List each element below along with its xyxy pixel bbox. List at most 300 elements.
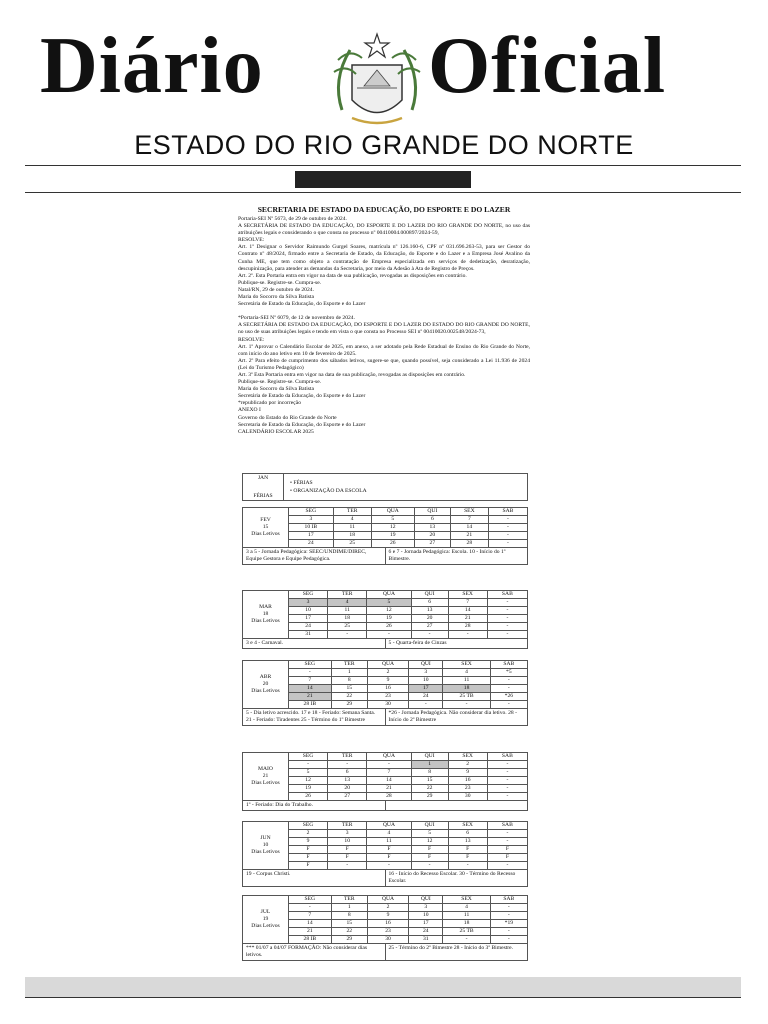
- weekday-header: SEX: [448, 591, 487, 599]
- day-cell: 4: [333, 516, 371, 524]
- paragraph: Maria do Socorro da Silva Batista: [238, 386, 314, 393]
- day-cell: 1: [331, 669, 367, 677]
- day-cell: F: [411, 854, 448, 862]
- paragraph: Publique-se. Registre-se. Cumpra-se.: [238, 279, 322, 286]
- day-cell: -: [289, 761, 328, 769]
- day-cell: -: [367, 862, 411, 870]
- month-note: 3 a 5 - Jornada Pedagógica: SEEC/UNDIME/DIREC, Equipe Gestora e Equipe Pedagógica.: [246, 549, 367, 562]
- weekday-header: SAB: [490, 661, 527, 669]
- weekday-header: TER: [328, 753, 367, 761]
- month-notes: [242, 548, 528, 565]
- day-cell: 25: [328, 623, 367, 631]
- weekday-header: TER: [331, 661, 367, 669]
- day-cell: 21: [289, 928, 332, 936]
- day-cell: 7: [450, 516, 488, 524]
- paragraph: Governo do Estado do Rio Grande do Norte: [238, 414, 337, 421]
- month-notes: [242, 801, 528, 811]
- day-cell: -: [488, 516, 527, 524]
- day-cell: 15: [331, 920, 367, 928]
- day-cell: 30: [367, 701, 408, 709]
- day-cell: 24: [409, 928, 443, 936]
- day-cell: 29: [331, 701, 367, 709]
- month-note: 1º - Feriado: Dia do Trabalho.: [246, 802, 313, 808]
- day-cell: 17: [409, 920, 443, 928]
- jan-month-label: JAN: [257, 475, 269, 481]
- masthead: [0, 0, 768, 200]
- school-days-count: 19: [262, 916, 269, 922]
- bottom-rule: [25, 997, 741, 998]
- day-cell: 15: [411, 777, 448, 785]
- day-cell: 11: [443, 677, 490, 685]
- weekday-header: QUA: [371, 508, 414, 516]
- day-cell: -: [488, 540, 527, 548]
- day-cell: 31: [409, 936, 443, 944]
- edition-info-bar: [295, 171, 471, 188]
- month-label: [243, 753, 289, 801]
- day-cell: 5: [367, 599, 411, 607]
- day-cell: 28: [450, 540, 488, 548]
- weekday-header: SAB: [488, 508, 527, 516]
- day-cell: 17: [289, 532, 334, 540]
- weekday-header: SEX: [448, 822, 487, 830]
- day-cell: 4: [443, 669, 490, 677]
- paragraph: Art. 3º Esta Portaria entra em vigor na data de sua publicação, revogadas as disposições em contrário.: [238, 371, 466, 378]
- day-cell: 19: [289, 785, 328, 793]
- day-cell: -: [490, 677, 527, 685]
- day-cell: 12: [411, 838, 448, 846]
- weekday-header: TER: [328, 591, 367, 599]
- school-days-caption: Dias Letivos: [251, 780, 280, 786]
- day-cell: 16: [367, 685, 408, 693]
- month-name: JUN: [260, 835, 271, 841]
- day-cell: 9: [289, 838, 328, 846]
- day-cell: 21: [367, 785, 411, 793]
- day-cell: 20: [414, 532, 450, 540]
- day-cell: 30: [367, 936, 408, 944]
- day-cell: F: [289, 846, 328, 854]
- day-cell: 11: [333, 524, 371, 532]
- day-cell: 29: [331, 936, 367, 944]
- month-table: [242, 752, 528, 801]
- school-days-caption: Dias Letivos: [251, 923, 280, 929]
- day-cell: 26: [289, 793, 328, 801]
- paragraph: Secretária de Estado da Educação, do Esporte e do Lazer: [238, 301, 366, 308]
- day-cell: 16: [367, 920, 408, 928]
- day-cell: 4: [328, 599, 367, 607]
- day-cell: -: [487, 631, 527, 639]
- day-cell: 2: [367, 669, 408, 677]
- paragraph: *republicado por incorreção: [238, 400, 302, 407]
- day-cell: 1: [411, 761, 448, 769]
- month-note: 5 - Dia letivo acrescido. 17 e 18 - Feriado: Semana Santa. 21 - Feriado: Tiradentes 25 - Término do 1º Bimestre: [246, 710, 376, 723]
- day-cell: 31: [289, 631, 328, 639]
- day-cell: 18: [443, 920, 490, 928]
- state-seal-icon: [322, 30, 432, 130]
- month-note: [385, 801, 528, 810]
- day-cell: 20: [328, 785, 367, 793]
- weekday-header: SAB: [487, 753, 527, 761]
- day-cell: 18: [333, 532, 371, 540]
- day-cell: -: [487, 769, 527, 777]
- day-cell: 9: [367, 677, 408, 685]
- day-cell: 4: [443, 904, 490, 912]
- day-cell: F: [328, 854, 367, 862]
- day-cell: -: [490, 904, 527, 912]
- day-cell: 11: [328, 607, 367, 615]
- day-cell: -: [487, 623, 527, 631]
- day-cell: 14: [289, 685, 332, 693]
- jan-status-label: FÉRIAS: [253, 493, 273, 499]
- day-cell: -: [490, 685, 527, 693]
- month-label: [243, 591, 289, 639]
- day-cell: 3: [289, 599, 328, 607]
- school-days-caption: Dias Letivos: [251, 618, 280, 624]
- day-cell: 22: [331, 928, 367, 936]
- day-cell: 3: [409, 669, 443, 677]
- day-cell: F: [328, 846, 367, 854]
- weekday-header: TER: [328, 822, 367, 830]
- day-cell: 30: [448, 793, 487, 801]
- school-days-caption: Dias Letivos: [251, 849, 280, 855]
- month-note: 3 e 4 - Carnaval.: [246, 640, 284, 646]
- school-days-count: 18: [262, 611, 269, 617]
- day-cell: 22: [411, 785, 448, 793]
- weekday-header: QUI: [409, 661, 443, 669]
- month-name: FEV: [260, 517, 271, 523]
- day-cell: 10: [328, 838, 367, 846]
- day-cell: -: [488, 524, 527, 532]
- day-cell: *26: [490, 693, 527, 701]
- day-cell: F: [289, 854, 328, 862]
- weekday-header: TER: [331, 896, 367, 904]
- month-name: MAIO: [258, 766, 273, 772]
- weekday-header: SEG: [289, 822, 328, 830]
- paragraph: Art. 2º. Esta Portaria entra em vigor na data de sua publicação, revogadas as disposições em contrário.: [238, 272, 467, 279]
- day-cell: 8: [411, 769, 448, 777]
- month-table: [242, 660, 528, 709]
- day-cell: 5: [289, 769, 328, 777]
- month-notes: [242, 944, 528, 961]
- day-cell: 6: [414, 516, 450, 524]
- day-cell: 28 IB: [289, 701, 332, 709]
- day-cell: F: [448, 846, 487, 854]
- paragraph: RESOLVE:: [238, 336, 265, 343]
- day-cell: F: [367, 846, 411, 854]
- day-cell: 27: [411, 623, 448, 631]
- day-cell: F: [448, 854, 487, 862]
- school-days-count: 20: [262, 681, 269, 687]
- weekday-header: TER: [333, 508, 371, 516]
- day-cell: 26: [367, 623, 411, 631]
- calendar-month-fev: [242, 507, 528, 565]
- day-cell: 12: [371, 524, 414, 532]
- day-cell: 18: [443, 685, 490, 693]
- day-cell: -: [328, 761, 367, 769]
- day-cell: 29: [411, 793, 448, 801]
- day-cell: 6: [448, 830, 487, 838]
- school-days-count: 15: [262, 524, 269, 530]
- month-note: 16 - Início do Recesso Escolar. 30 - Término do Recesso Escolar.: [385, 870, 528, 886]
- day-cell: -: [448, 631, 487, 639]
- weekday-header: QUI: [411, 822, 448, 830]
- day-cell: 1: [331, 904, 367, 912]
- day-cell: 15: [331, 685, 367, 693]
- day-cell: F: [487, 846, 527, 854]
- weekday-header: SEG: [289, 753, 328, 761]
- day-cell: -: [487, 761, 527, 769]
- weekday-header: QUA: [367, 753, 411, 761]
- weekday-header: QUA: [367, 591, 411, 599]
- weekday-header: SEG: [289, 661, 332, 669]
- day-cell: 25 TB: [443, 928, 490, 936]
- day-cell: 10: [409, 912, 443, 920]
- month-note: 5 - Quarta-feira de Cinzas: [385, 639, 528, 648]
- day-cell: 23: [367, 693, 408, 701]
- day-cell: 6: [328, 769, 367, 777]
- paragraph: Secretaria de Estado da Educação, do Esporte e do Lazer: [238, 421, 366, 428]
- paragraph: Portaria-SEI Nº 5673, de 29 de outubro de 2024.: [238, 216, 347, 222]
- day-cell: -: [487, 830, 527, 838]
- day-cell: 14: [289, 920, 332, 928]
- month-note: 25 - Término do 2º Bimestre 28 - Início do 3º Bimestre.: [385, 944, 528, 960]
- month-label: [243, 896, 289, 944]
- day-cell: 2: [289, 830, 328, 838]
- day-cell: *5: [490, 669, 527, 677]
- day-cell: 10 IB: [289, 524, 334, 532]
- day-cell: 14: [448, 607, 487, 615]
- day-cell: 27: [414, 540, 450, 548]
- month-label: [243, 508, 289, 548]
- day-cell: F: [411, 846, 448, 854]
- day-cell: -: [487, 862, 527, 870]
- month-name: JUL: [260, 909, 271, 915]
- section-heading: SECRETARIA DE ESTADO DA EDUCAÇÃO, DO ESPORTE E DO LAZER: [257, 205, 511, 214]
- day-cell: -: [490, 936, 527, 944]
- day-cell: 24: [289, 623, 328, 631]
- month-notes: [242, 709, 528, 726]
- day-cell: 11: [367, 838, 411, 846]
- day-cell: 6: [411, 599, 448, 607]
- month-label: [243, 822, 289, 870]
- day-cell: 21: [450, 532, 488, 540]
- day-cell: 12: [289, 777, 328, 785]
- day-cell: -: [490, 912, 527, 920]
- weekday-header: SAB: [487, 591, 527, 599]
- month-note: 19 - Corpus Christi.: [246, 871, 291, 877]
- calendar-month-jun: [242, 821, 528, 887]
- month-note: *26 - Jornada Pedagógica. Não considerar dia letivo. 28 - Início do 2º Bimestre: [385, 709, 528, 725]
- second-rule: [25, 192, 741, 193]
- day-cell: 10: [289, 607, 328, 615]
- school-days-caption: Dias Letivos: [251, 688, 280, 694]
- article-body: [238, 205, 530, 436]
- day-cell: 5: [411, 830, 448, 838]
- weekday-header: SEX: [450, 508, 488, 516]
- day-cell: 23: [448, 785, 487, 793]
- day-cell: -: [328, 862, 367, 870]
- weekday-header: QUI: [409, 896, 443, 904]
- day-cell: 28: [448, 623, 487, 631]
- weekday-header: SEX: [443, 896, 490, 904]
- day-cell: 18: [328, 615, 367, 623]
- calendar-jan: [242, 473, 528, 501]
- day-cell: 25 TB: [443, 693, 490, 701]
- day-cell: 21: [448, 615, 487, 623]
- day-cell: 26: [371, 540, 414, 548]
- weekday-header: QUI: [411, 753, 448, 761]
- school-days-caption: Dias Letivos: [251, 531, 280, 537]
- day-cell: -: [328, 631, 367, 639]
- day-cell: 24: [289, 540, 334, 548]
- day-cell: 23: [367, 928, 408, 936]
- day-cell: 7: [448, 599, 487, 607]
- day-cell: 8: [331, 912, 367, 920]
- day-cell: *19: [490, 920, 527, 928]
- day-cell: 19: [371, 532, 414, 540]
- day-cell: 17: [289, 615, 328, 623]
- paragraph: ANEXO I: [238, 407, 261, 414]
- portaria-5673: [238, 216, 530, 308]
- paragraph: Secretária de Estado da Educação, do Esporte e do Lazer: [238, 393, 366, 400]
- day-cell: 13: [448, 838, 487, 846]
- paragraph: A SECRETÁRIA DE ESTADO DA EDUCAÇÃO, DO ESPORTE E DO LAZER DO RIO GRANDE DO NORTE, no uso das atribuições legais e considerando o que consta no processo nº 00410004.000897/2024-59,: [238, 223, 530, 237]
- month-table: [242, 821, 528, 870]
- weekday-header: QUA: [367, 896, 408, 904]
- day-cell: 14: [450, 524, 488, 532]
- paragraph: Maria do Socorro da Silva Batista: [238, 294, 314, 301]
- day-cell: -: [488, 532, 527, 540]
- day-cell: -: [289, 669, 332, 677]
- day-cell: 20: [411, 615, 448, 623]
- jan-legend-item: • ORGANIZAÇÃO DA ESCOLA: [290, 488, 367, 494]
- day-cell: 11: [443, 912, 490, 920]
- weekday-header: QUI: [411, 591, 448, 599]
- portaria-6079: [238, 315, 530, 436]
- day-cell: 19: [367, 615, 411, 623]
- month-table: [242, 507, 528, 548]
- day-cell: -: [487, 793, 527, 801]
- weekday-header: SEG: [289, 508, 334, 516]
- day-cell: 17: [409, 685, 443, 693]
- masthead-title-left: Diário: [40, 22, 264, 110]
- month-note: 6 e 7 - Jornada Pedagógica: Escola. 10 - Início do 1º Bimestre.: [385, 548, 528, 564]
- day-cell: -: [443, 701, 490, 709]
- paragraph: A SECRETÁRIA DE ESTADO DA EDUCAÇÃO, DO ESPORTE E DO LAZER DO ESTADO DO RIO GRANDE DO NORTE, no uso de suas atribuições legais e tendo em vista o que consta no Processo SEI nº 00410020.002548/2024-73,: [238, 322, 530, 336]
- day-cell: -: [411, 631, 448, 639]
- month-table: [242, 895, 528, 944]
- day-cell: 22: [331, 693, 367, 701]
- footer-bar: [25, 977, 741, 997]
- weekday-header: SEX: [443, 661, 490, 669]
- paragraph: RESOLVE:: [238, 237, 265, 244]
- day-cell: -: [411, 862, 448, 870]
- weekday-header: QUI: [414, 508, 450, 516]
- day-cell: 25: [333, 540, 371, 548]
- day-cell: -: [487, 607, 527, 615]
- day-cell: -: [487, 777, 527, 785]
- day-cell: 28 IB: [289, 936, 332, 944]
- month-name: ABR: [259, 674, 272, 680]
- school-days-count: 21: [262, 773, 269, 779]
- masthead-state-name: ESTADO DO RIO GRANDE DO NORTE: [134, 130, 634, 160]
- calendar-month-abr: [242, 660, 528, 726]
- weekday-header: QUA: [367, 822, 411, 830]
- day-cell: 12: [367, 607, 411, 615]
- day-cell: -: [487, 599, 527, 607]
- calendar-month-mar: [242, 590, 528, 649]
- weekday-header: SAB: [487, 822, 527, 830]
- day-cell: 24: [409, 693, 443, 701]
- day-cell: -: [487, 785, 527, 793]
- day-cell: F: [487, 854, 527, 862]
- day-cell: -: [448, 862, 487, 870]
- day-cell: -: [443, 936, 490, 944]
- masthead-title-right: Oficial: [428, 22, 667, 110]
- day-cell: -: [490, 928, 527, 936]
- day-cell: -: [409, 701, 443, 709]
- day-cell: -: [289, 904, 332, 912]
- day-cell: 21: [289, 693, 332, 701]
- day-cell: 9: [367, 912, 408, 920]
- day-cell: 3: [328, 830, 367, 838]
- day-cell: 5: [371, 516, 414, 524]
- day-cell: 3: [289, 516, 334, 524]
- weekday-header: SAB: [490, 896, 527, 904]
- month-note: *** 01/07 a 04/07 FORMAÇÃO: Não considerar dias letivos.: [246, 945, 368, 958]
- calendar-month-maio: [242, 752, 528, 811]
- weekday-header: SEX: [448, 753, 487, 761]
- day-cell: 13: [411, 607, 448, 615]
- paragraph: Art. 2º Para efeito de cumprimento dos sábados letivos, sugere-se que, quando possível, seja considerado a Lei 11.936 de 2024 (Lei do Turismo Pedagógico): [238, 357, 530, 371]
- day-cell: -: [487, 838, 527, 846]
- month-name: MAR: [259, 604, 272, 610]
- day-cell: 8: [331, 677, 367, 685]
- day-cell: 13: [328, 777, 367, 785]
- day-cell: 2: [367, 904, 408, 912]
- month-notes: [242, 870, 528, 887]
- paragraph: Publique-se. Registre-se. Cumpra-se.: [238, 379, 322, 386]
- paragraph: Art. 1º Aprovar o Calendário Escolar de 2025, em anexo, a ser adotado pela Rede Estadual de Ensino do Rio Grande do Norte, com início do ano letivo em 10 de fevereiro de 2025.: [238, 343, 530, 357]
- day-cell: 4: [367, 830, 411, 838]
- paragraph: Natal/RN, 29 de outubro de 2024.: [238, 286, 314, 293]
- day-cell: 10: [409, 677, 443, 685]
- day-cell: 2: [448, 761, 487, 769]
- day-cell: 14: [367, 777, 411, 785]
- day-cell: 7: [367, 769, 411, 777]
- day-cell: 7: [289, 677, 332, 685]
- day-cell: 3: [409, 904, 443, 912]
- weekday-header: SEG: [289, 591, 328, 599]
- day-cell: F: [367, 854, 411, 862]
- day-cell: 27: [328, 793, 367, 801]
- month-table: [242, 590, 528, 639]
- jan-legend-item: • FÉRIAS: [290, 480, 313, 486]
- month-notes: [242, 639, 528, 649]
- weekday-header: SEG: [289, 896, 332, 904]
- calendar-month-jul: [242, 895, 528, 961]
- paragraph: *Portaria-SEI Nº 6079, de 12 de novembro de 2024.: [238, 315, 356, 322]
- day-cell: 7: [289, 912, 332, 920]
- day-cell: -: [367, 761, 411, 769]
- weekday-header: QUA: [367, 661, 408, 669]
- day-cell: 9: [448, 769, 487, 777]
- day-cell: 13: [414, 524, 450, 532]
- paragraph: CALENDÁRIO ESCOLAR 2025: [238, 428, 314, 435]
- day-cell: 28: [367, 793, 411, 801]
- day-cell: -: [490, 701, 527, 709]
- paragraph: Art. 1º Designar o Servidor Raimundo Gurgel Soares, matrícula nº 126.160-6, CPF nº 031.696.263-53, para ser Gestor do Contrato nº 48/2024, firmado entre a Secretaria de Estado, da Educação, do Esporte e do Lazer e a Empresa José Avalino da Cunha ME, que tem como objeto a contratação de Empresa especializada em serviços de dedetização, desratização, descupinização, para atender as demandas da Secretaria, por meio da Adesão à Ata de Registro de Preços.: [238, 244, 530, 272]
- school-days-count: 10: [262, 842, 269, 848]
